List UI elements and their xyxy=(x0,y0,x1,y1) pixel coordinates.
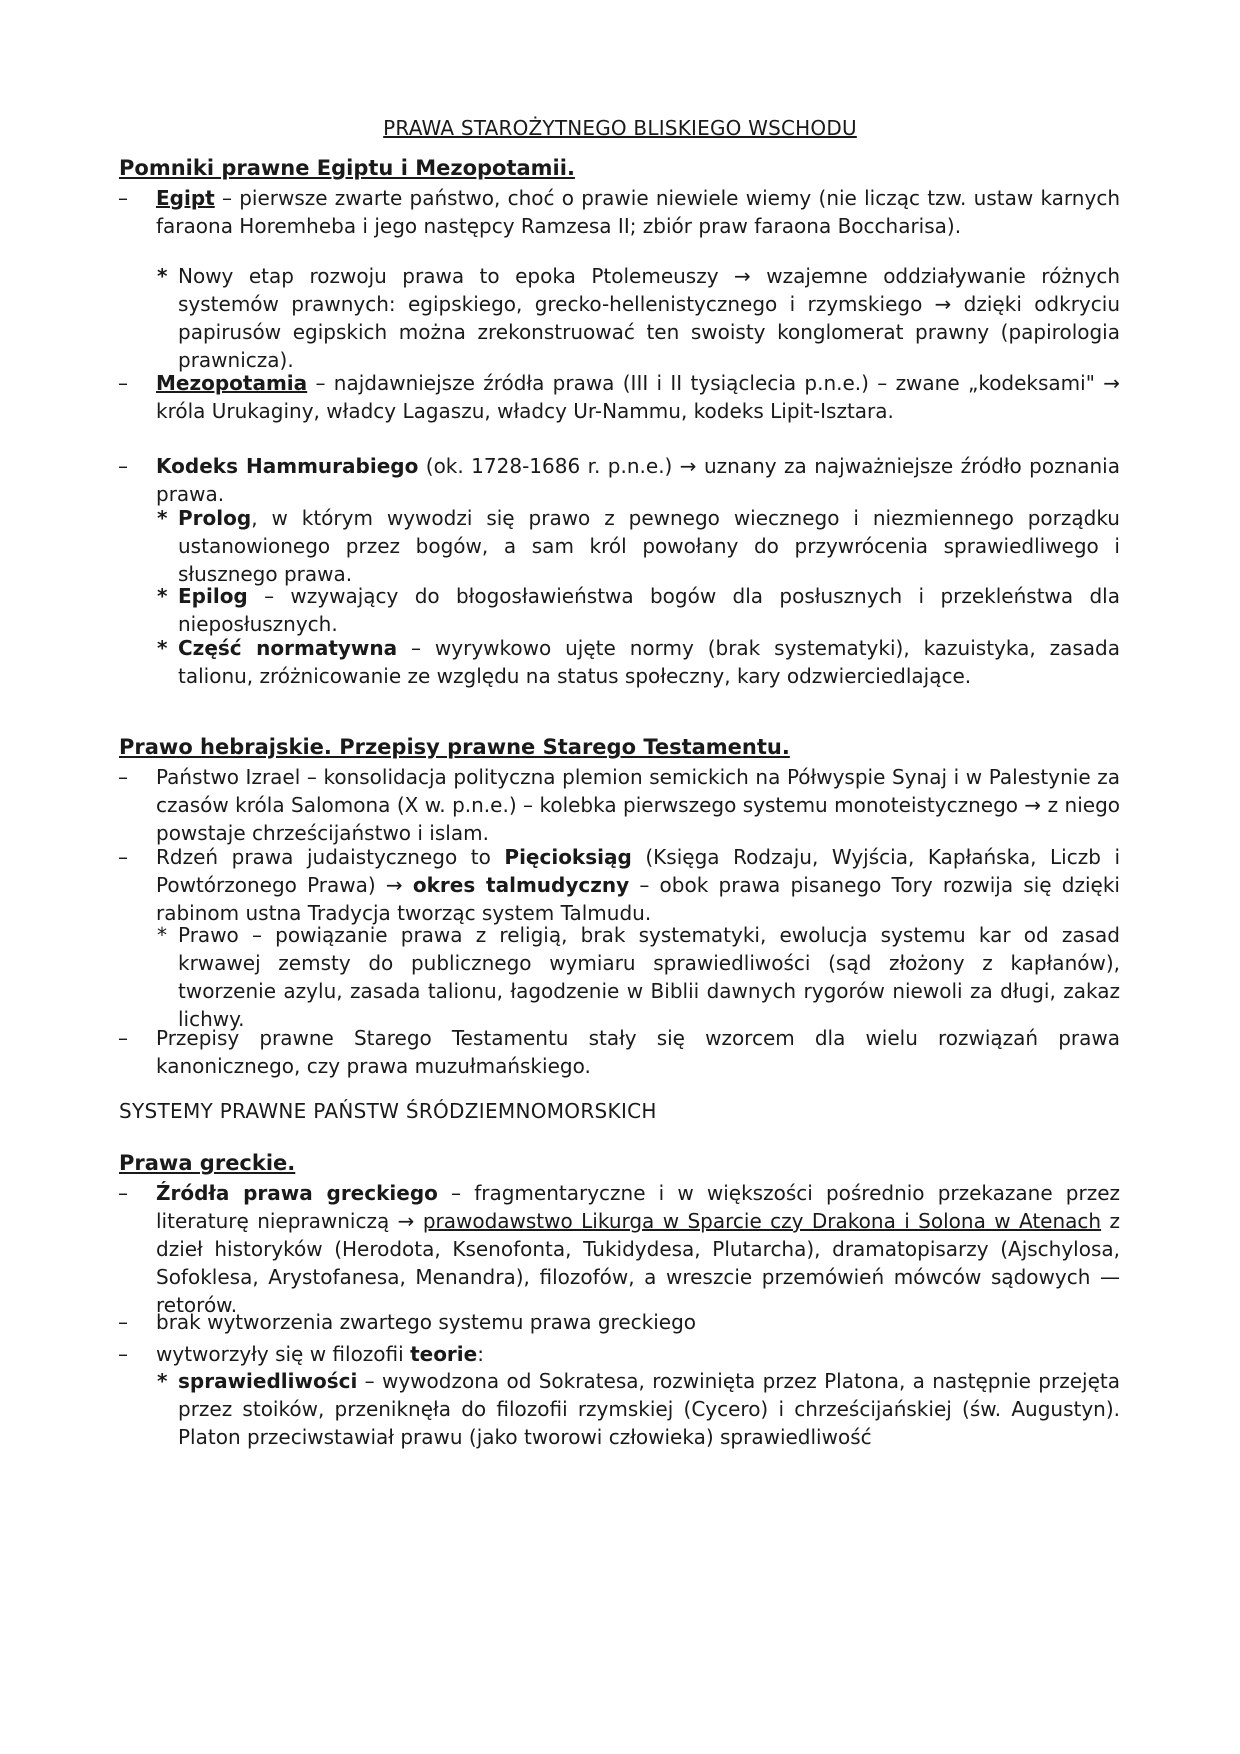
sub-item-sprawiedliwosc: sprawiedliwości – wywodzona od Sokratesa, rozwinięta przez Platona, a następnie przejęta przez stoików, przeniknęła do filozofii rzymskiej (Cycero) i chrześcijańskiej (św. Augustyn). Platon przeciwstawiał prawu (jako tworowi człowieka) sprawiedliwość xyxy=(178,1369,1120,1449)
sub-item-prawo-religia: Prawo – powiązanie prawa z religią, brak systematyki, ewolucja systemu kar od zasad krwawej zemsty do publicznego wymiaru sprawiedliwości (sąd złożony z kapłanów), tworzenie azylu, zasada talionu, łagodzenie w Biblii dawnych rygorów niewoli za długi, zakaz lichwy. xyxy=(178,923,1120,1031)
section-heading-mediterranean: SYSTEMY PRAWNE PAŃSTW ŚRÓDZIEMNOMORSKICH xyxy=(119,1099,657,1123)
list-item-stary-testament: Przepisy prawne Starego Testamentu stały się wzorcem dla wielu rozwiązań prawa kanonicznego, czy prawa muzułmańskiego. xyxy=(156,1026,1120,1078)
section-heading-greek-law: Prawa greckie. xyxy=(119,1151,296,1175)
list-dash: – xyxy=(118,371,128,395)
list-asterisk: * xyxy=(157,636,168,660)
list-asterisk: * xyxy=(157,506,168,530)
list-asterisk: * xyxy=(157,1369,168,1393)
list-item-brak-systemu: brak wytworzenia zwartego systemu prawa greckiego xyxy=(156,1310,697,1334)
list-item-izrael: Państwo Izrael – konsolidacja polityczna plemion semickich na Półwyspie Synaj i w Palestynie za czasów króla Salomona (X w. p.n.e.) – kolebka pierwszego systemu monoteistycznego → z niego powstaje chrześcijaństwo i islam. xyxy=(156,765,1120,845)
sub-item-czesc-normatywna: Część normatywna – wyrywkowo ujęte normy (brak systematyki), kazuistyka, zasada talionu, zróżnicowanie ze względu na status społeczny, kary odzwierciedlające. xyxy=(178,636,1121,688)
sub-item-epilog: Epilog – wzywający do błogosławieństwa bogów dla posłusznych i przekleństwa dla nieposłusznych. xyxy=(178,584,1120,636)
document-title: PRAWA STAROŻYTNEGO BLISKIEGO WSCHODU xyxy=(383,116,857,140)
list-item-zrodla-greckie: Źródła prawa greckiego – fragmentaryczne i w większości pośrednio przekazane przez literaturę nieprawniczą → prawodawstwo Likurga w Sparcie czy Drakona i Solona w Atenach z dzieł historyków (Herodota, Ksenofonta, Tukidydesa, Plutarcha), dramatopisarzy (Ajschylosa, Sofoklesa, Arystofanesa, Menandra), filozofów, a wreszcie przemówień mówców sądowych — retorów. xyxy=(156,1181,1121,1317)
list-asterisk: * xyxy=(157,264,168,288)
list-item-mezopotamia: Mezopotamia – najdawniejsze źródła prawa (III i II tysiąclecia p.n.e.) – zwane „kodeksami" → króla Urukaginy, władcy Lagaszu, władcy Ur-Nammu, kodeks Lipit-Isztara. xyxy=(156,371,1120,423)
list-dash: – xyxy=(118,1026,128,1050)
sub-item-prolog: Prolog, w którym wywodzi się prawo z pewnego wiecznego i niezmiennego porządku ustanowionego przez bogów, a sam król powołany do przywrócenia sprawiedliwego i słusznego prawa. xyxy=(178,506,1120,586)
list-dash: – xyxy=(118,1342,128,1366)
list-dash: – xyxy=(118,454,128,478)
term-egipt: Egipt xyxy=(156,186,215,210)
list-dash: – xyxy=(118,186,128,210)
section-heading-hebrew-law: Prawo hebrajskie. Przepisy prawne Starego Testamentu. xyxy=(119,735,790,759)
list-dash: – xyxy=(118,845,128,869)
list-item-hammurabi: Kodeks Hammurabiego (ok. 1728-1686 r. p.n.e.) → uznany za najważniejsze źródło poznania prawa. xyxy=(156,454,1120,506)
list-item-egipt: Egipt – pierwsze zwarte państwo, choć o prawie niewiele wiemy (nie licząc tzw. ustaw karnych faraona Horemheba i jego następcy Ramzesa II; zbiór praw faraona Boccharisa). xyxy=(156,186,1120,238)
list-dash: – xyxy=(118,765,128,789)
list-asterisk: * xyxy=(157,923,167,947)
list-item-pieciksiag: Rdzeń prawa judaistycznego to Pięcioksiąg (Księga Rodzaju, Wyjścia, Kapłańska, Liczb i Powtórzonego Prawa) → okres talmudyczny – obok prawa pisanego Tory rozwija się dzięki rabinom ustna Tradycja tworząc system Talmudu. xyxy=(156,845,1121,925)
list-dash: – xyxy=(118,1181,128,1205)
list-item-teorie: wytworzyły się w filozofii teorie: xyxy=(156,1342,484,1366)
list-asterisk: * xyxy=(157,584,168,608)
underlined-reference: prawodawstwo Likurga w Sparcie czy Drakona i Solona w Atenach xyxy=(422,1209,1102,1233)
section-heading-egypt-mesopotamia: Pomniki prawne Egiptu i Mezopotamii. xyxy=(119,156,575,180)
sub-item-ptolemeusze: Nowy etap rozwoju prawa to epoka Ptolemeuszy → wzajemne oddziaływanie różnych systemów prawnych: egipskiego, grecko-hellenistycznego i rzymskiego → dzięki odkryciu papirusów egipskich można zrekonstruować ten swoisty konglomerat prawny (papirologia prawnicza). xyxy=(178,264,1120,372)
term-mezopotamia: Mezopotamia xyxy=(156,371,308,395)
list-dash: – xyxy=(118,1310,128,1334)
term-hammurabi: Kodeks Hammurabiego xyxy=(156,454,419,478)
